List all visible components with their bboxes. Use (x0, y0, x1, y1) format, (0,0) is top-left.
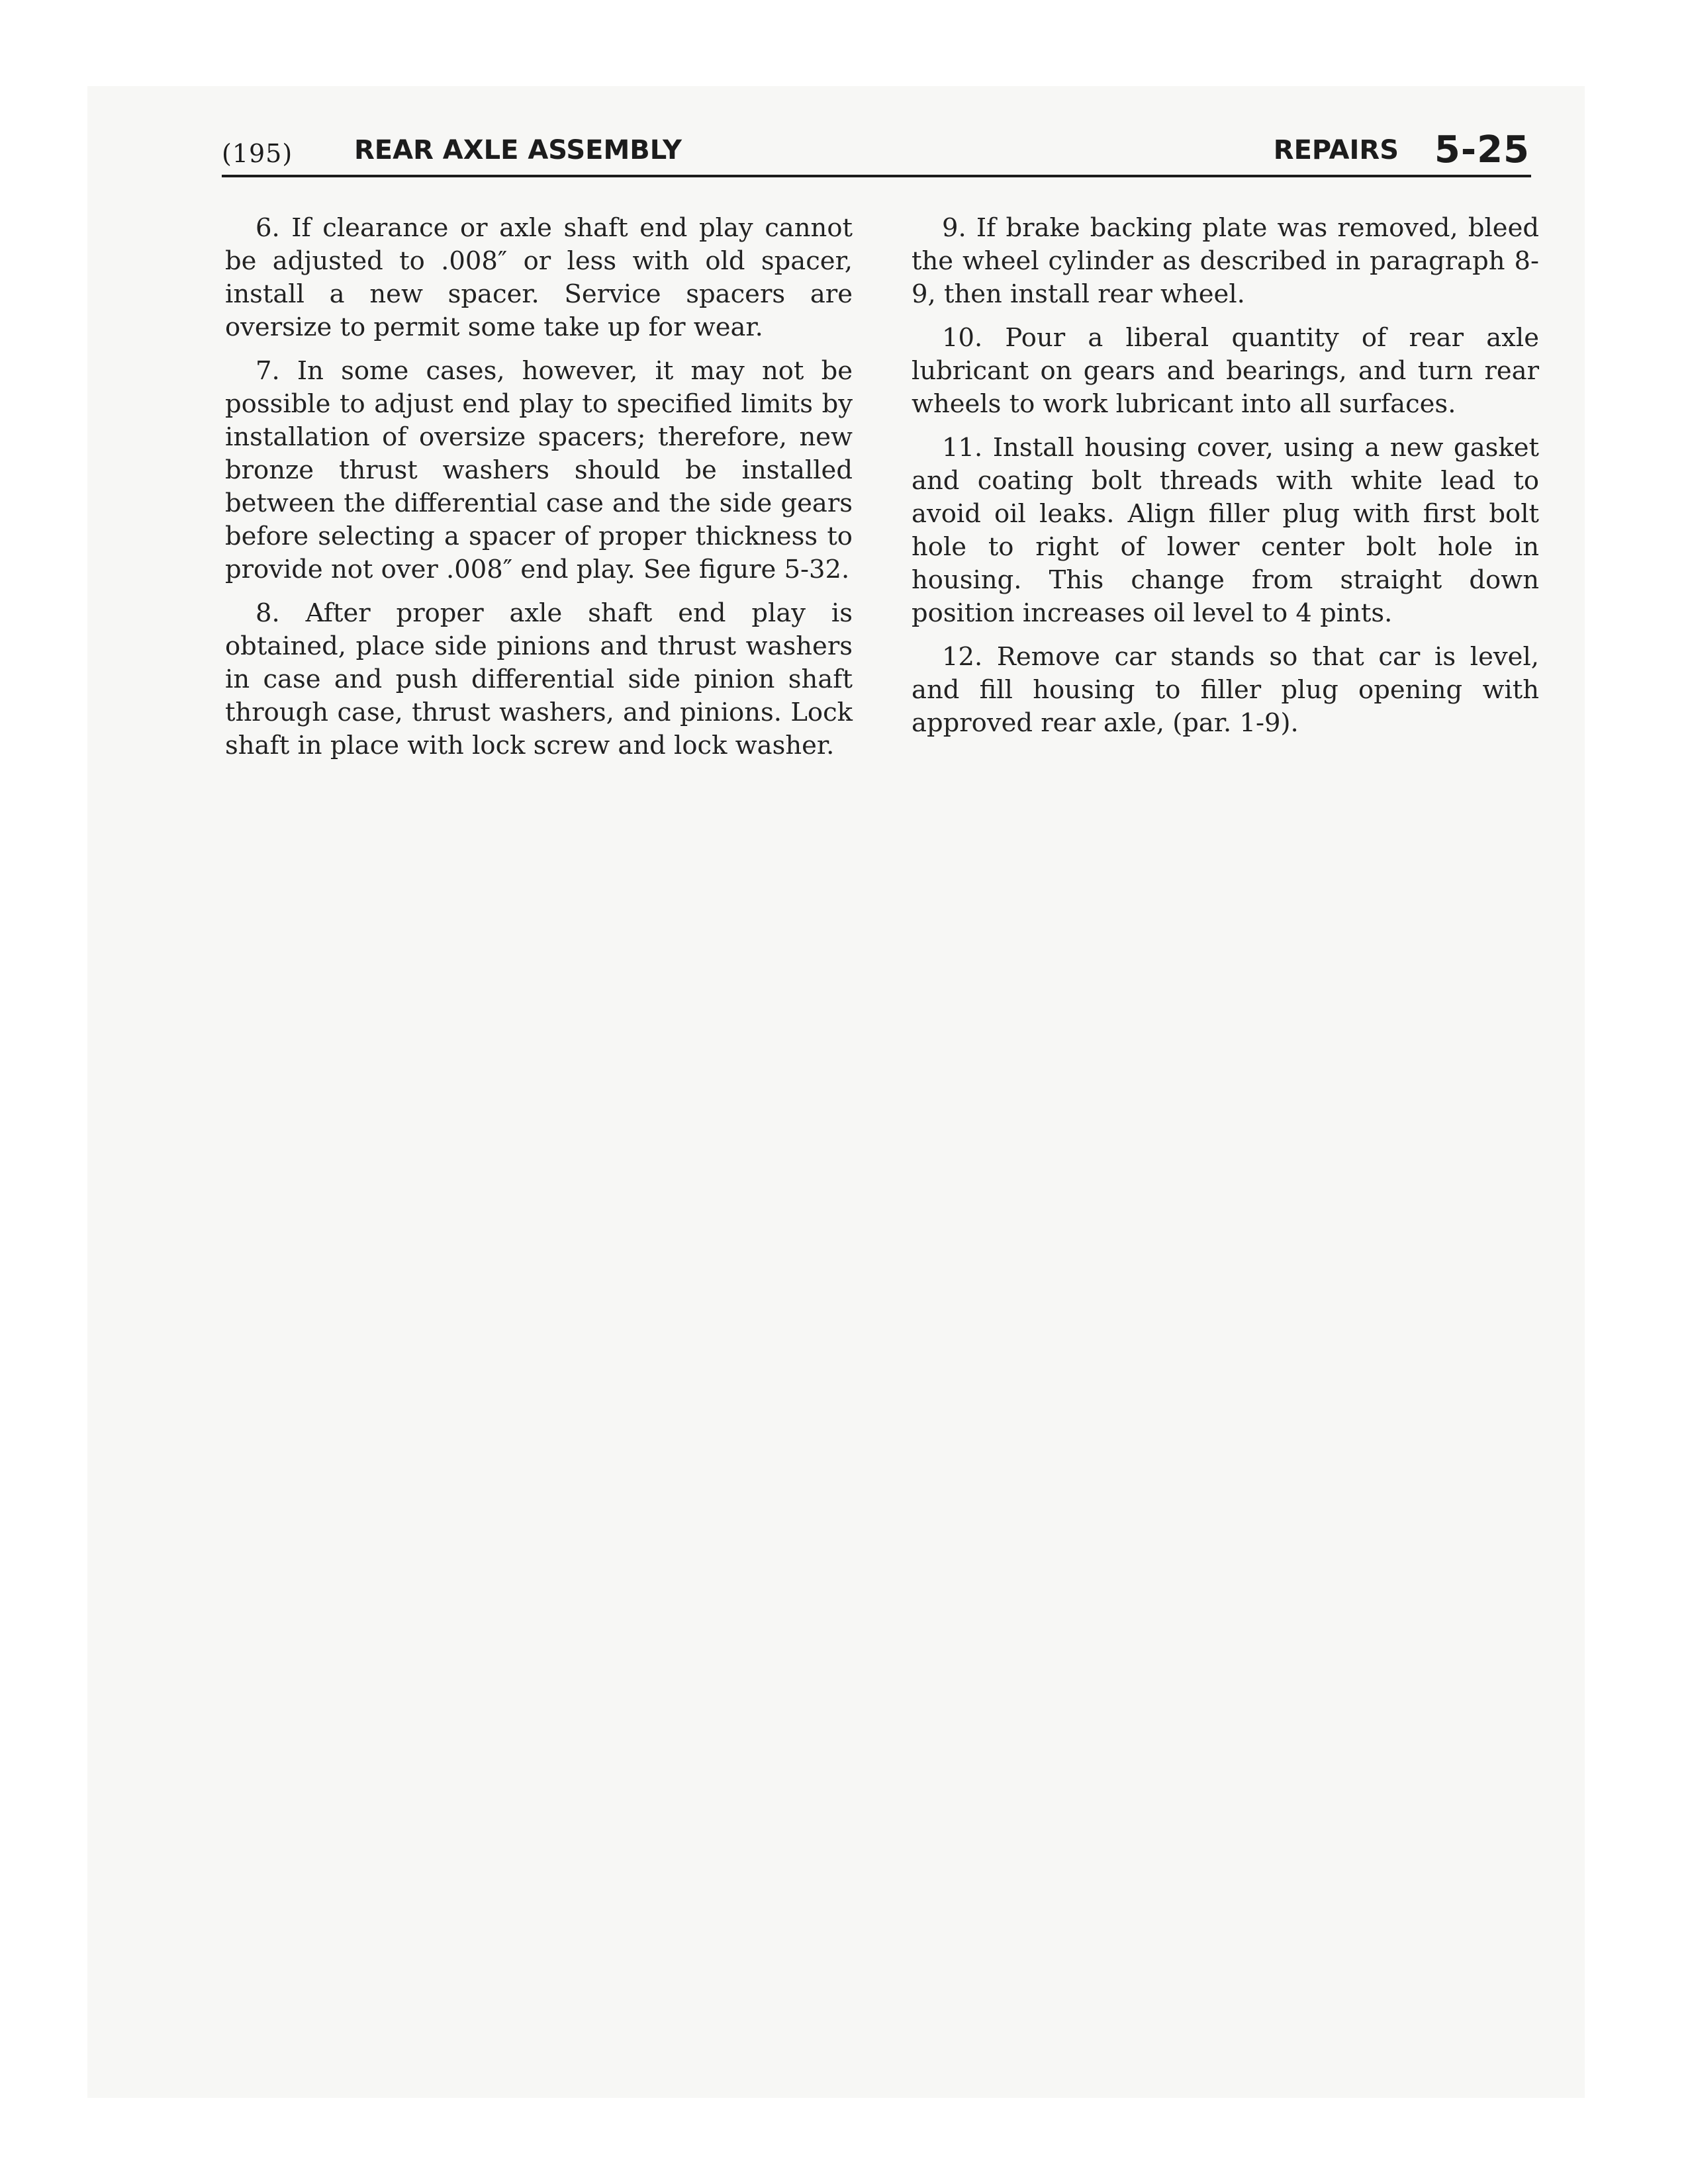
left-column (225, 212, 853, 773)
chapter-title: REAR AXLE ASSEMBLY (354, 135, 682, 165)
step-6-paragraph: 6. If clearance or axle shaft end play cannot be adjusted to .008″ or less with old spacer, install a new spacer. Service spacers are oversize to permit some take up for wear. (225, 213, 853, 342)
step-11-paragraph: 11. Install housing cover, using a new gasket and coating bolt threads with white lead to avoid oil leaks. Align filler plug with first bolt hole to right of lower center bolt hole in housing. This change from straight down position increases oil level to 4 pints. (912, 433, 1539, 628)
page-header (222, 128, 1531, 177)
step-12-paragraph: 12. Remove car stands so that car is level, and fill housing to filler plug opening with approved rear axle, (par. 1-9). (912, 642, 1539, 738)
right-column (912, 212, 1539, 751)
step-9-paragraph: 9. If brake backing plate was removed, bleed the wheel cylinder as described in paragraph 8-9, then install rear wheel. (912, 213, 1539, 309)
step-8-paragraph: 8. After proper axle shaft end play is obtained, place side pinions and thrust washers in case and push differential side pinion shaft through case, thrust washers, and pinions. Lock shaft in place with lock screw and lock washer. (225, 598, 853, 760)
step-7-paragraph: 7. In some cases, however, it may not be possible to adjust end play to specified limits by installation of oversize spacers; therefore, new bronze thrust washers should be installed between the differential case and the side gears before selecting a spacer of proper thickness to provide not over .008″ end play. See figure 5-32. (225, 356, 853, 584)
page-number: (195) (222, 139, 293, 168)
step-10-paragraph: 10. Pour a liberal quantity of rear axle lubricant on gears and bearings, and turn rear wheels to work lubricant into all surfaces. (912, 323, 1539, 419)
section-title: REPAIRS (1273, 135, 1399, 165)
page-reference: 5-25 (1434, 128, 1530, 171)
